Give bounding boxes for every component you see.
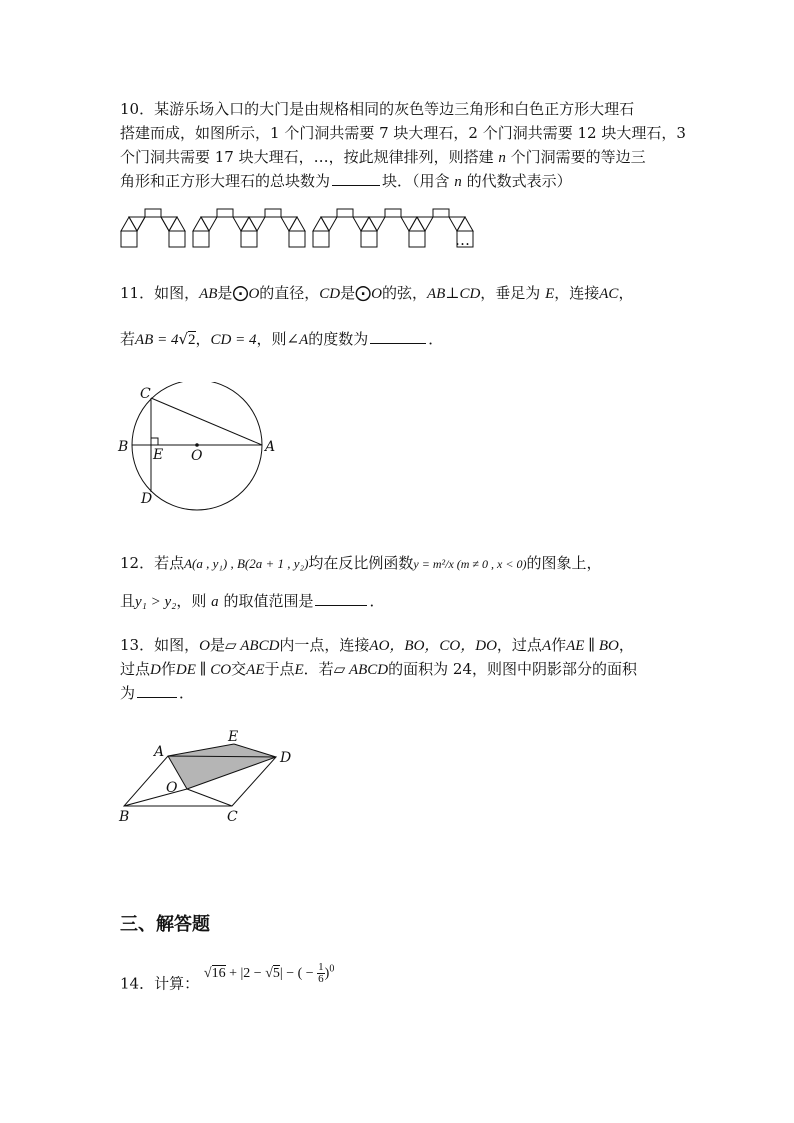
text: ，垂足为 [480,284,546,302]
radicand: 16 [211,965,226,981]
text: 的取值范围是 [218,592,314,610]
var: O [371,286,382,302]
text: 个门洞共需要 17 块大理石，…，按此规律排列，则搭建 [120,148,499,166]
q12-line-1 [120,552,601,575]
q11-line-2 [120,328,443,351]
ellipsis: … [455,231,470,249]
radicand: 2 [188,332,196,348]
var: AE [246,662,265,678]
text: ， [195,330,211,348]
label-c: C [140,386,151,402]
circle-figure [112,382,282,512]
formula [203,960,335,985]
var: A [299,332,309,348]
q10-line-4 [120,170,572,193]
parallelogram-figure [110,728,310,828]
sqrt-sign: √ [265,965,273,981]
var-n: n [454,174,462,190]
text: 的弦， [382,284,428,302]
text: 是 [209,636,225,654]
text: 13．如图， [120,636,200,654]
text: 个门洞需要的等边三 [505,148,646,166]
q10-line-1: 10．某游乐场入口的大门是由规格相同的灰色等边三角形和白色正方形大理石 [120,100,635,118]
text: 的代数式表示） [461,172,572,190]
q12-line-2 [120,590,384,613]
var: AB⊥CD [427,286,481,302]
text: 均在反比例函数 [308,554,414,572]
formula: y₁ > y₂ [135,594,177,610]
section-title: 三、解答题 [120,914,210,935]
text: 为 [120,684,136,702]
var: E [294,662,304,678]
text: 的图象上， [526,554,602,572]
label-o: O [191,448,203,464]
op: ) [324,965,330,981]
exponent: 0 [329,963,335,974]
q11-line-1 [120,282,633,305]
formula: AO，BO，CO，DO [369,638,497,654]
formula: ▱ ABCD [224,638,280,654]
text: 11．如图， [120,284,200,302]
text: 的直径， [259,284,320,302]
var: AB [199,286,218,302]
circle-symbol: ⨀ [355,283,372,302]
text: ．若 [303,660,334,678]
gate-2 [193,209,305,247]
var: AC [599,286,619,302]
formula-function: y = m²/x (m ≠ 0 , x < 0) [413,557,527,571]
label-d: D [280,750,292,766]
text: 作 [551,636,567,654]
text: ，则 [176,592,212,610]
var: O [199,638,210,654]
sqrt-sign: √ [178,330,189,348]
numerator: 1 [318,960,324,973]
circle-symbol: ⨀ [232,283,249,302]
text: 角形和正方形大理石的总块数为 [120,172,331,190]
var: A [541,638,552,654]
label-e: E [228,729,239,745]
segment-ac [151,398,262,445]
sqrt-sign: √ [203,965,212,981]
denominator: 6 [318,972,324,985]
text: ， [618,284,634,302]
answer-blank[interactable] [137,683,177,698]
gate-pattern-figure [118,208,478,258]
formula-points: A(a , y₁) , B(2a + 1 , y₂) [184,556,309,571]
gate-1 [121,209,185,247]
var: E [545,286,555,302]
text: 若 [120,330,136,348]
expr: 2 − [243,965,266,981]
formula: DE ∥ CO [175,662,232,678]
op: − ( − [282,965,318,981]
text: ，过点 [496,636,542,654]
text: ， [618,636,634,654]
text: 且 [120,592,136,610]
label-a: A [154,744,165,760]
var-n: n [498,150,506,166]
q14-line [120,960,335,997]
text: ． [179,684,195,702]
text: 于点 [264,660,295,678]
abs-bar: | [279,965,283,981]
text: 交 [231,660,247,678]
label-a: A [265,439,276,455]
q10-line-3 [120,146,646,169]
label-e: E [153,447,164,463]
q13-line-2 [120,658,637,681]
answer-blank[interactable] [315,591,367,606]
text: 块．（用含 [382,172,455,190]
text: 作 [160,660,176,678]
var: a [211,594,219,610]
text: 14．计算： [120,974,200,993]
text: ，则∠ [256,330,300,348]
abs-bar: | [240,965,244,981]
fraction [317,962,325,985]
var: D [150,662,161,678]
text: 的面积为 24，则图中阴影部分的面积 [388,660,637,678]
label-b: B [118,439,129,455]
formula: AB = 4 [135,332,179,348]
var: O [248,286,260,302]
gate-3 [313,209,473,247]
var: CD [319,286,341,302]
label-b: B [119,809,130,825]
answer-blank[interactable] [332,171,380,186]
center-point [195,443,199,447]
text: 是 [340,284,356,302]
text: 是 [217,284,233,302]
shaded-region [168,744,276,789]
q13-line-1 [120,634,634,657]
text: 过点 [120,660,151,678]
text: 的度数为 [308,330,369,348]
formula: AE ∥ BO [566,638,619,654]
label-o: O [166,780,178,796]
label-c: C [227,809,238,825]
label-d: D [141,491,153,507]
text: 12．若点 [120,554,185,572]
formula: ▱ ABCD [333,662,389,678]
text: 内一点，连接 [279,636,370,654]
radicand: 5 [272,965,280,981]
q10-line-2: 搭建而成，如图所示，1 个门洞共需要 7 块大理石，2 个门洞共需要 12 块大理石，3 [120,124,686,142]
text: ． [428,330,444,348]
q13-line-3 [120,682,194,704]
op: + [225,965,241,981]
text: ． [369,592,385,610]
text: ，连接 [554,284,600,302]
formula: CD = 4 [210,332,257,348]
right-angle-mark [151,438,158,445]
answer-blank[interactable] [370,329,426,344]
